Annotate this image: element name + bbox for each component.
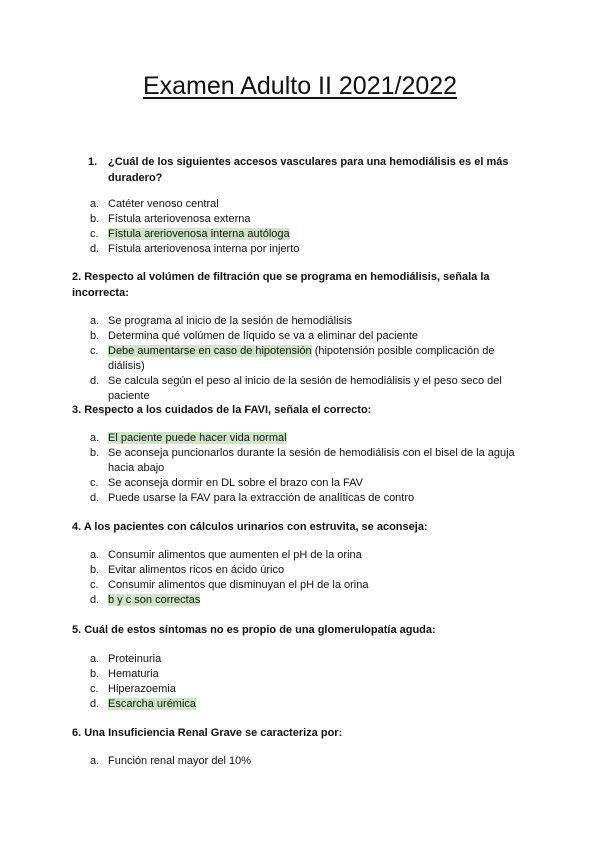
- question-1-options: [90, 197, 530, 257]
- option-4c: c. Consumir alimentos que disminuyan el pH de la orina: [90, 579, 369, 591]
- question-5: 5. Cuál de estos síntomas no es propio de una glomerulopatía aguda:: [72, 624, 436, 636]
- option-5c: c. Hiperazoemia: [90, 683, 176, 695]
- option-5d-correct: d. Escarcha urémica: [90, 698, 197, 710]
- option-4a: a. Consumir alimentos que aumenten el pH de la orina: [90, 549, 362, 561]
- question-2: 2. Respecto al volúmen de filtración que se programa en hemodiálisis, señala la incorrecta:: [72, 271, 490, 299]
- option-1d: d. Fístula arteriovenosa interna por injerto: [90, 243, 300, 255]
- option-1a: a. Catéter venoso central: [90, 198, 219, 210]
- option-2b: b. Determina qué volúmen de líquido se va a eliminar del paciente: [90, 330, 419, 342]
- option-3b: b. Se aconseja puncionarlos durante la sesión de hemodiálisis con el bisel de la aguja hacia abajo: [90, 447, 515, 474]
- option-3c: c. Se aconseja dormir en DL sobre el brazo con la FAV: [90, 477, 363, 489]
- option-6a: a. Función renal mayor del 10%: [90, 755, 252, 767]
- question-5-options: [90, 652, 530, 712]
- option-4b: b. Evitar alimentos ricos en ácido úrico: [90, 564, 285, 576]
- question-2-options: [90, 314, 530, 404]
- option-4d-correct: d. b y c son correctas: [90, 594, 201, 606]
- question-number: 1.: [88, 156, 98, 168]
- page-title: Examen Adulto II 2021/2022: [142, 72, 458, 100]
- option-1b: b. Fístula arteriovenosa externa: [90, 213, 251, 225]
- correct-answer-highlight: Fístula areriovenosa interna autóloga: [108, 228, 290, 240]
- question-6-options: [90, 754, 530, 769]
- question-6: 6. Una Insuficiencia Renal Grave se caracteriza por:: [72, 727, 343, 739]
- option-3a-correct: a. El paciente puede hacer vida normal: [90, 432, 287, 444]
- option-note: (hipotensión posible complicación de diálisis): [108, 345, 495, 372]
- option-5b: b. Hematuria: [90, 668, 159, 680]
- question-text: ¿Cuál de los siguientes accesos vasculares para una hemodiálisis es el más duradero?: [108, 156, 509, 184]
- correct-answer-highlight: Debe aumentarse en caso de hipotensión: [108, 345, 312, 357]
- correct-answer-highlight: b y c son correctas: [108, 594, 201, 606]
- option-2c-correct: c. Debe aumentarse en caso de hipotensión (hipotensión posible complicación de diálisis): [90, 345, 495, 372]
- question-4: 4. A los pacientes con cálculos urinarios con estruvita, se aconseja:: [72, 521, 428, 533]
- question-3-options: [90, 431, 530, 506]
- option-1c-correct: c. Fístula areriovenosa interna autóloga: [90, 228, 290, 240]
- option-2d: d. Se calcula según el peso al inicio de la sesión de hemodiálisis y el peso seco del paciente: [90, 375, 502, 402]
- correct-answer-highlight: El paciente puede hacer vida normal: [108, 432, 287, 444]
- correct-answer-highlight: Escarcha urémica: [108, 698, 197, 710]
- question-1: [88, 154, 528, 186]
- question-3: 3. Respecto a los cuidados de la FAVI, señala el correcto:: [72, 404, 372, 416]
- option-2a: a. Se programa al inicio de la sesión de hemodiálisis: [90, 315, 352, 327]
- option-5a: a. Proteinuria: [90, 653, 162, 665]
- option-3d: d. Puede usarse la FAV para la extracción de analíticas de contro: [90, 492, 415, 504]
- question-4-options: [90, 548, 530, 608]
